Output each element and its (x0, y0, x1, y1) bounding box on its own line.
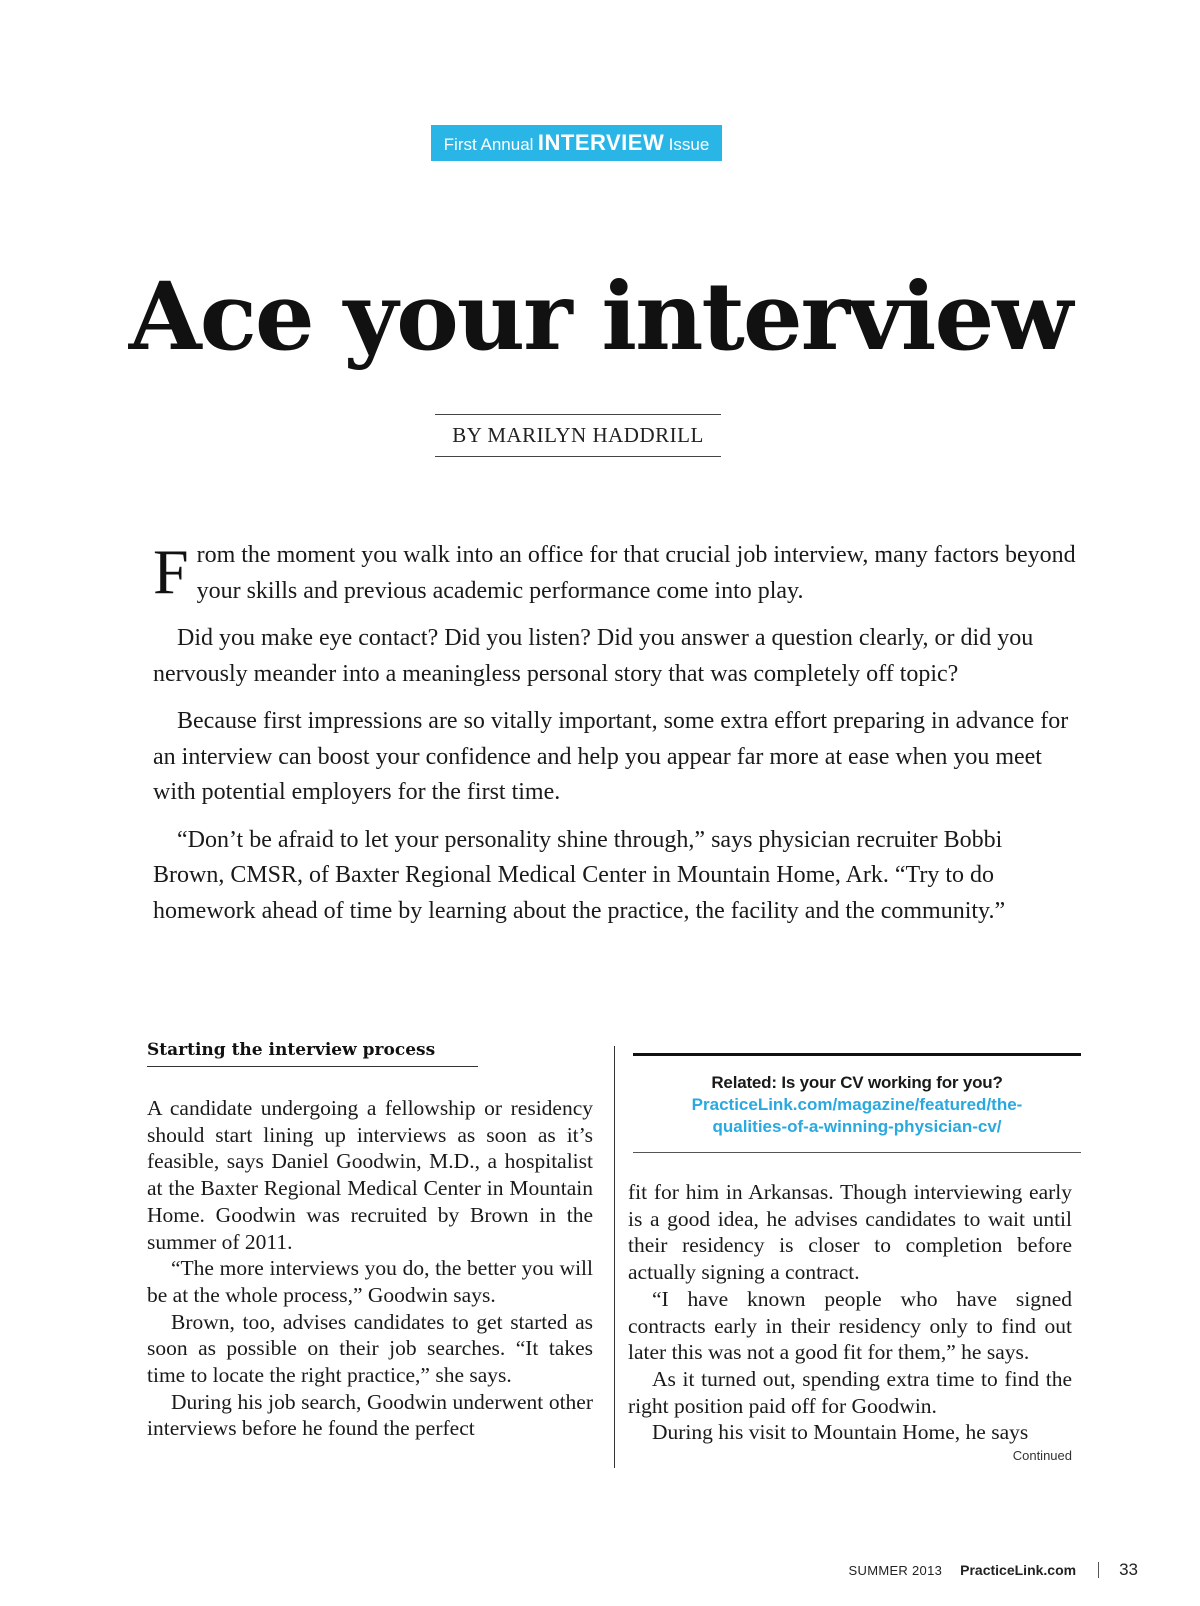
footer-separator (1098, 1562, 1099, 1578)
right-paragraph-2: “I have known people who have signed contracts early in their residency only to find out later this was not a good fit for them,” he says. (628, 1286, 1072, 1365)
column-divider (614, 1046, 615, 1468)
issue-banner (431, 125, 722, 161)
intro-paragraph-4: “Don’t be afraid to let your personality shine through,” says physician recruiter Bobbi Brown, CMSR, of Baxter Regional Medical Center in Mountain Home, Ark. “Try to do homework ahead of time by learning about the practice, the facility and the community.” (153, 826, 1006, 924)
banner-suffix: Issue (668, 135, 710, 154)
intro-paragraph-2: Did you make eye contact? Did you listen? Did you answer a question clearly, or did you nervously meander into a meaningless personal story that was completely off topic? (153, 625, 1034, 687)
related-link[interactable] (633, 1094, 1081, 1138)
footer-season: SUMMER 2013 (848, 1562, 943, 1578)
page-footer (849, 1555, 1138, 1585)
intro-paragraph-1-text: rom the moment you walk into an office for that crucial job interview, many factors beyond your skills and previous academic performance come into play. (196, 542, 1076, 604)
right-column (628, 1179, 1072, 1463)
left-paragraph-1: A candidate undergoing a fellowship or residency should start lining up interviews as soon as it’s feasible, says Daniel Goodwin, M.D., a hospitalist at the Baxter Regional Medical Center in Mountain Home. Goodwin was recruited by Brown in the summer of 2011. (147, 1096, 593, 1254)
related-link-line-1[interactable]: PracticeLink.com/magazine/featured/the- (691, 1095, 1023, 1114)
left-paragraph-2: “The more interviews you do, the better you will be at the whole process,” Goodwin says. (147, 1256, 593, 1307)
intro-paragraph-1 (153, 538, 1079, 609)
banner-highlight: INTERVIEW (537, 130, 665, 155)
related-box (633, 1053, 1081, 1153)
article-intro (153, 538, 1079, 941)
article-title: Ace your interview (128, 262, 1072, 372)
left-column (147, 1040, 593, 1442)
right-paragraph-4: During his visit to Mountain Home, he says (652, 1420, 1029, 1445)
continued-label: Continued (1012, 1448, 1072, 1464)
drop-cap: F (153, 536, 189, 607)
banner-prefix: First Annual (443, 135, 534, 154)
section-heading: Starting the interview process (147, 1040, 478, 1067)
related-link-line-2[interactable]: qualities-of-a-winning-physician-cv/ (712, 1117, 1002, 1136)
left-paragraph-3: Brown, too, advises candidates to get started as soon as possible on their job searches. “It takes time to locate the right practice,” she says. (147, 1309, 593, 1388)
article-byline: BY MARILYN HADDRILL (435, 414, 721, 457)
right-paragraph-1: fit for him in Arkansas. Though interviewing early is a good idea, he advises candidates to wait until their residency is closer to completion before actually signing a contract. (628, 1180, 1072, 1285)
left-paragraph-4: During his job search, Goodwin underwent other interviews before he found the perfect (147, 1389, 593, 1441)
page-number: 33 (1119, 1560, 1138, 1579)
right-column-text (628, 1179, 1072, 1446)
footer-site: PracticeLink.com (960, 1562, 1077, 1578)
related-title: Related: Is your CV working for you? (711, 1073, 1003, 1092)
intro-paragraph-3: Because first impressions are so vitally important, some extra effort preparing in advance for an interview can boost your confidence and help you appear far more at ease when you meet with potential employers for the first time. (153, 708, 1069, 805)
left-column-text (147, 1095, 593, 1442)
right-paragraph-3: As it turned out, spending extra time to find the right position paid off for Goodwin. (628, 1366, 1072, 1418)
